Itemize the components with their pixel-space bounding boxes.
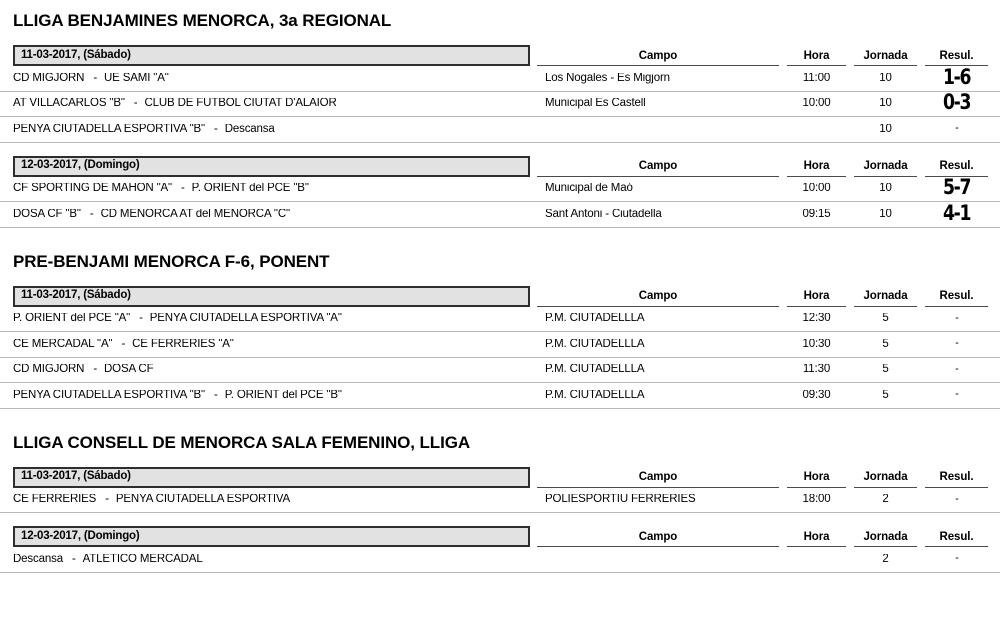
away-team: PENYA CIUTADELLA ESPORTIVA "A" [149, 313, 342, 324]
match-teams [13, 124, 530, 136]
date-header-box [13, 156, 530, 177]
column-header-hora: Hora [787, 286, 846, 307]
match-jornada: 10 [879, 72, 892, 84]
away-team: ATLÉTICO MERCADAL [82, 553, 203, 565]
score-text: 0-3 [942, 93, 971, 115]
match-hora: 11:00 [802, 72, 831, 84]
match-teams [13, 73, 530, 85]
match-teams [13, 494, 530, 506]
match-resul [925, 364, 988, 377]
column-header-campo: Campo [537, 467, 779, 488]
score-text: - [955, 312, 958, 324]
day-text: (Domingo) [83, 529, 140, 542]
team-separator: - [139, 313, 143, 324]
match-teams [13, 209, 530, 221]
column-header-resul: Resul. [925, 467, 988, 488]
match-resul [925, 389, 988, 402]
match-jornada: 2 [882, 494, 889, 505]
match-jornada: 10 [879, 208, 892, 220]
day-text: (Sábado) [83, 289, 131, 302]
home-team: DOSA CF "B" [13, 208, 81, 220]
match-resul [925, 553, 988, 566]
team-separator: - [133, 98, 138, 109]
match-resul [925, 123, 988, 136]
date-header-box [13, 45, 530, 66]
team-separator: - [71, 553, 76, 565]
table-row [0, 92, 1000, 118]
match-jornada: 5 [882, 338, 889, 350]
column-header-campo: Campo [537, 45, 779, 66]
spacer [530, 286, 537, 307]
spacer [0, 29, 1000, 45]
table-row [0, 117, 1000, 143]
away-team: P. ORIENT del PCE "B" [224, 389, 342, 401]
column-header-resul: Resul. [925, 526, 988, 547]
table-row [0, 307, 1000, 333]
column-header-jornada: Jornada [854, 467, 917, 488]
match-campo: P.M. CIUTADELLLA [545, 338, 645, 350]
competition-title: PRE-BENJAMI MENORCA F-6, PONENT [13, 251, 330, 271]
match-resul [925, 68, 988, 89]
spacer [0, 422, 1000, 434]
spacer [0, 513, 1000, 520]
score-text: - [955, 493, 958, 505]
spacer [0, 573, 1000, 580]
table-row [0, 177, 1000, 203]
column-header-campo: Campo [537, 286, 779, 307]
spacer [779, 286, 787, 307]
score-text: 4-1 [942, 203, 971, 225]
table-row [0, 66, 1000, 92]
spacer [846, 526, 854, 547]
match-jornada: 10 [879, 183, 892, 194]
date-text: 11-03-2017, [21, 48, 81, 61]
match-teams [13, 98, 530, 110]
score-text: - [955, 389, 958, 400]
home-team: AT VILLACARLOS "B" [13, 98, 125, 109]
home-team: CD MIGJORN [13, 364, 85, 375]
date-text: 11-03-2017, [21, 289, 81, 302]
match-campo: P.M. CIUTADELLLA [545, 364, 645, 375]
spacer [917, 467, 925, 488]
home-team: CE MERCADAL "A" [13, 338, 113, 350]
match-teams [13, 313, 530, 325]
away-team: CE FERRERIES "A" [132, 338, 234, 350]
match-hora: 09:15 [802, 208, 831, 220]
team-separator: - [214, 123, 218, 135]
date-block [0, 467, 1000, 521]
match-hora: 18:00 [802, 494, 831, 505]
column-header-hora: Hora [787, 526, 846, 547]
date-text: 12-03-2017, [21, 529, 81, 542]
spacer [0, 451, 1000, 467]
match-jornada: 5 [882, 364, 889, 375]
day-text: (Domingo) [83, 159, 140, 172]
match-teams [13, 554, 530, 566]
home-team: CD MIGJORN [13, 72, 85, 84]
score-text: - [955, 338, 958, 349]
spacer [917, 156, 925, 177]
competition-title: LLIGA CONSELL DE MENORCA SALA FEMENINO, LLIGA [13, 432, 471, 452]
match-hora: 10:00 [802, 183, 831, 194]
date-header-box [13, 467, 530, 488]
score-text: 1-6 [942, 67, 971, 89]
date-block [0, 45, 1000, 150]
match-resul [925, 313, 988, 326]
home-team: CE FERRERIES [13, 494, 97, 505]
match-teams [13, 183, 530, 195]
match-resul [925, 338, 988, 351]
match-teams [13, 390, 530, 402]
home-team: PENYA CIUTADELLA ESPORTIVA "B" [13, 389, 205, 401]
block-header [0, 286, 1000, 307]
competition-section [0, 422, 1000, 580]
match-hora: 12:30 [802, 313, 831, 324]
spacer [0, 409, 1000, 416]
column-header-hora: Hora [787, 156, 846, 177]
spacer [530, 45, 537, 66]
score-text: 5-7 [942, 178, 971, 200]
spacer [846, 286, 854, 307]
spacer [846, 467, 854, 488]
spacer [917, 526, 925, 547]
match-jornada: 2 [882, 553, 889, 565]
team-separator: - [105, 494, 109, 505]
spacer [779, 526, 787, 547]
competition-title: LLIGA BENJAMINES MENORCA, 3a REGIONAL [13, 11, 392, 30]
team-separator: - [214, 389, 218, 401]
away-team: UE SAMI "A" [104, 72, 169, 84]
column-header-resul: Resul. [925, 286, 988, 307]
match-hora: 10:00 [802, 98, 831, 109]
match-resul [925, 204, 988, 225]
date-header-box [13, 286, 530, 307]
block-header [0, 526, 1000, 547]
spacer [846, 45, 854, 66]
match-campo: Municipal de Maó [545, 183, 633, 194]
table-row [0, 358, 1000, 384]
table-row [0, 332, 1000, 358]
column-header-campo: Campo [537, 526, 779, 547]
away-team: PENYA CIUTADELLA ESPORTIVA [115, 494, 291, 505]
away-team: Descansa [224, 123, 275, 135]
match-jornada: 10 [879, 98, 892, 109]
spacer [530, 156, 537, 177]
spacer [917, 45, 925, 66]
match-campo: P.M. CIUTADELLLA [545, 313, 645, 324]
block-header [0, 45, 1000, 66]
score-text: - [955, 553, 958, 564]
date-text: 12-03-2017, [21, 159, 81, 172]
team-separator: - [93, 72, 98, 84]
column-header-jornada: Jornada [854, 45, 917, 66]
match-teams [13, 339, 530, 351]
away-team: DOSA CF [104, 364, 154, 375]
spacer [846, 156, 854, 177]
spacer [0, 143, 1000, 150]
column-header-resul: Resul. [925, 156, 988, 177]
match-jornada: 5 [882, 313, 889, 324]
match-campo: P.M. CIUTADELLLA [545, 389, 645, 401]
match-resul [925, 93, 988, 114]
column-header-campo: Campo [537, 156, 779, 177]
match-hora: 10:30 [802, 338, 831, 350]
team-separator: - [180, 183, 185, 194]
match-teams [13, 364, 530, 376]
competition-section [0, 241, 1000, 416]
day-text: (Sábado) [83, 48, 131, 61]
date-block [0, 286, 1000, 416]
column-header-resul: Resul. [925, 45, 988, 66]
spacer [530, 526, 537, 547]
match-resul [925, 178, 988, 199]
home-team: PENYA CIUTADELLA ESPORTIVA "B" [13, 123, 205, 135]
score-text: - [955, 363, 958, 375]
match-hora: 09:30 [802, 389, 831, 401]
spacer [779, 156, 787, 177]
match-campo: Los Nogales - Es Migjorn [545, 72, 670, 84]
spacer [530, 467, 537, 488]
competition-section [0, 0, 1000, 235]
date-text: 11-03-2017, [21, 470, 81, 483]
home-team: Descansa [13, 553, 63, 565]
match-jornada: 5 [882, 389, 889, 401]
date-block [0, 156, 1000, 235]
column-header-hora: Hora [787, 45, 846, 66]
day-text: (Sábado) [83, 470, 131, 483]
date-header-box [13, 526, 530, 547]
spacer [0, 241, 1000, 253]
block-header [0, 467, 1000, 488]
column-header-hora: Hora [787, 467, 846, 488]
away-team: CD MENORCA AT del MENORCA "C" [100, 208, 290, 220]
spacer [0, 228, 1000, 235]
table-row [0, 202, 1000, 228]
match-hora: 11:30 [802, 364, 831, 375]
team-separator: - [89, 208, 94, 220]
team-separator: - [121, 338, 126, 350]
match-campo: Municipal Es Castell [545, 98, 646, 109]
team-separator: - [93, 364, 98, 375]
date-block [0, 526, 1000, 580]
away-team: P. ORIENT del PCE "B" [191, 183, 309, 194]
spacer [779, 467, 787, 488]
column-header-jornada: Jornada [854, 286, 917, 307]
table-row [0, 488, 1000, 514]
table-row [0, 383, 1000, 409]
spacer [917, 286, 925, 307]
block-header [0, 156, 1000, 177]
match-campo: POLIESPORTIU FERRERIES [545, 494, 696, 505]
home-team: P. ORIENT del PCE "A" [13, 313, 131, 324]
match-resul [925, 494, 988, 507]
away-team: CLUB DE FUTBOL CIUTAT D'ALAIOR [144, 98, 337, 109]
match-jornada: 10 [879, 123, 892, 135]
table-row [0, 547, 1000, 573]
home-team: CF SPORTING DE MAHON "A" [13, 183, 172, 194]
match-campo: Sant Antoni - Ciutadella [545, 208, 662, 220]
spacer [779, 45, 787, 66]
column-header-jornada: Jornada [854, 526, 917, 547]
column-header-jornada: Jornada [854, 156, 917, 177]
spacer [0, 270, 1000, 286]
score-text: - [955, 123, 958, 134]
